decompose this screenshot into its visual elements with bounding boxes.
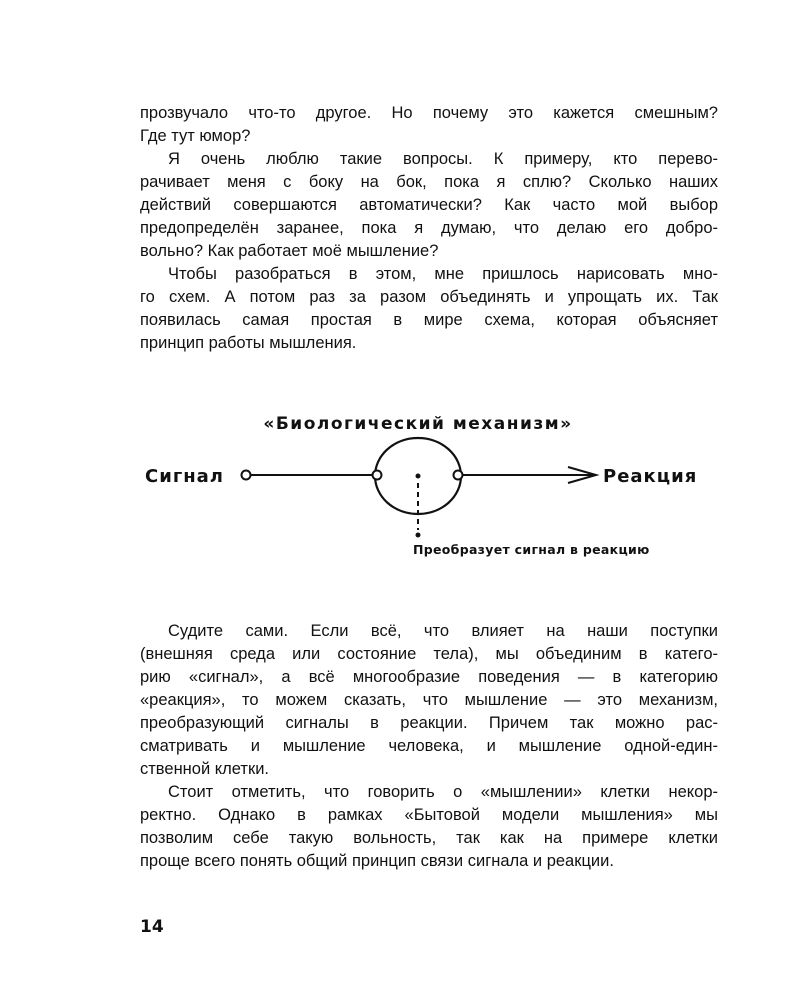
text-line: позволим себе такую вольность, так как на примере клетки <box>140 829 718 847</box>
text-line: действий совершаются автоматически? Как часто мой выбор <box>140 196 718 214</box>
cell-center-dot <box>416 474 421 479</box>
text-line: предопределён заранее, пока я думаю, что делаю его добро- <box>140 219 718 237</box>
text-line: преобразующий сигналы в реакции. Причем так можно рас- <box>140 714 718 732</box>
text-line: Где тут юмор? <box>140 127 251 145</box>
text-line: рачивает меня с боку на бок, пока я сплю? Сколько наших <box>140 173 718 191</box>
diagram-caption: Преобразует сигнал в реакцию <box>413 542 650 557</box>
text-line: проще всего понять общий принцип связи сигнала и реакции. <box>140 852 614 870</box>
cell-output-node <box>454 471 463 480</box>
cell-input-node <box>373 471 382 480</box>
text-block-bottom <box>140 620 718 873</box>
text-line: принцип работы мышления. <box>140 334 357 352</box>
signal-label: Сигнал <box>145 466 224 487</box>
text-line: Стоит отметить, что говорить о «мышлении» клетки некор- <box>168 783 718 801</box>
text-block-top <box>140 102 718 355</box>
biological-mechanism-diagram <box>0 395 800 575</box>
diagram-title: «Биологический механизм» <box>263 414 573 434</box>
text-line: ректно. Однако в рамках «Бытовой модели мышления» мы <box>140 806 718 824</box>
text-line: вольно? Как работает моё мышление? <box>140 242 439 260</box>
text-line: «реакция», то можем сказать, что мышление — это механизм, <box>140 691 718 709</box>
text-line: Чтобы разобраться в этом, мне пришлось нарисовать мно- <box>168 265 718 283</box>
signal-input-node <box>242 471 251 480</box>
page-number: 14 <box>140 917 164 937</box>
text-line: рию «сигнал», а всё многообразие поведения — в категорию <box>140 668 718 686</box>
text-line: Я очень люблю такие вопросы. К примеру, кто перево- <box>168 150 718 168</box>
text-line: появилась самая простая в мире схема, которая объясняет <box>140 311 718 329</box>
text-line: ственной клетки. <box>140 760 270 778</box>
reaction-label: Реакция <box>603 466 698 487</box>
pointer-end-dot <box>416 533 421 538</box>
text-line: (внешняя среда или состояние тела), мы объединим в катего- <box>140 645 718 663</box>
text-line: сматривать и мышление человека, и мышление одной-един- <box>140 737 718 755</box>
text-line: прозвучало что-то другое. Но почему это кажется смешным? <box>140 104 718 122</box>
text-line: Судите сами. Если всё, что влияет на наши поступки <box>168 622 718 640</box>
text-line: го схем. А потом раз за разом объединять и упрощать их. Так <box>140 288 718 306</box>
